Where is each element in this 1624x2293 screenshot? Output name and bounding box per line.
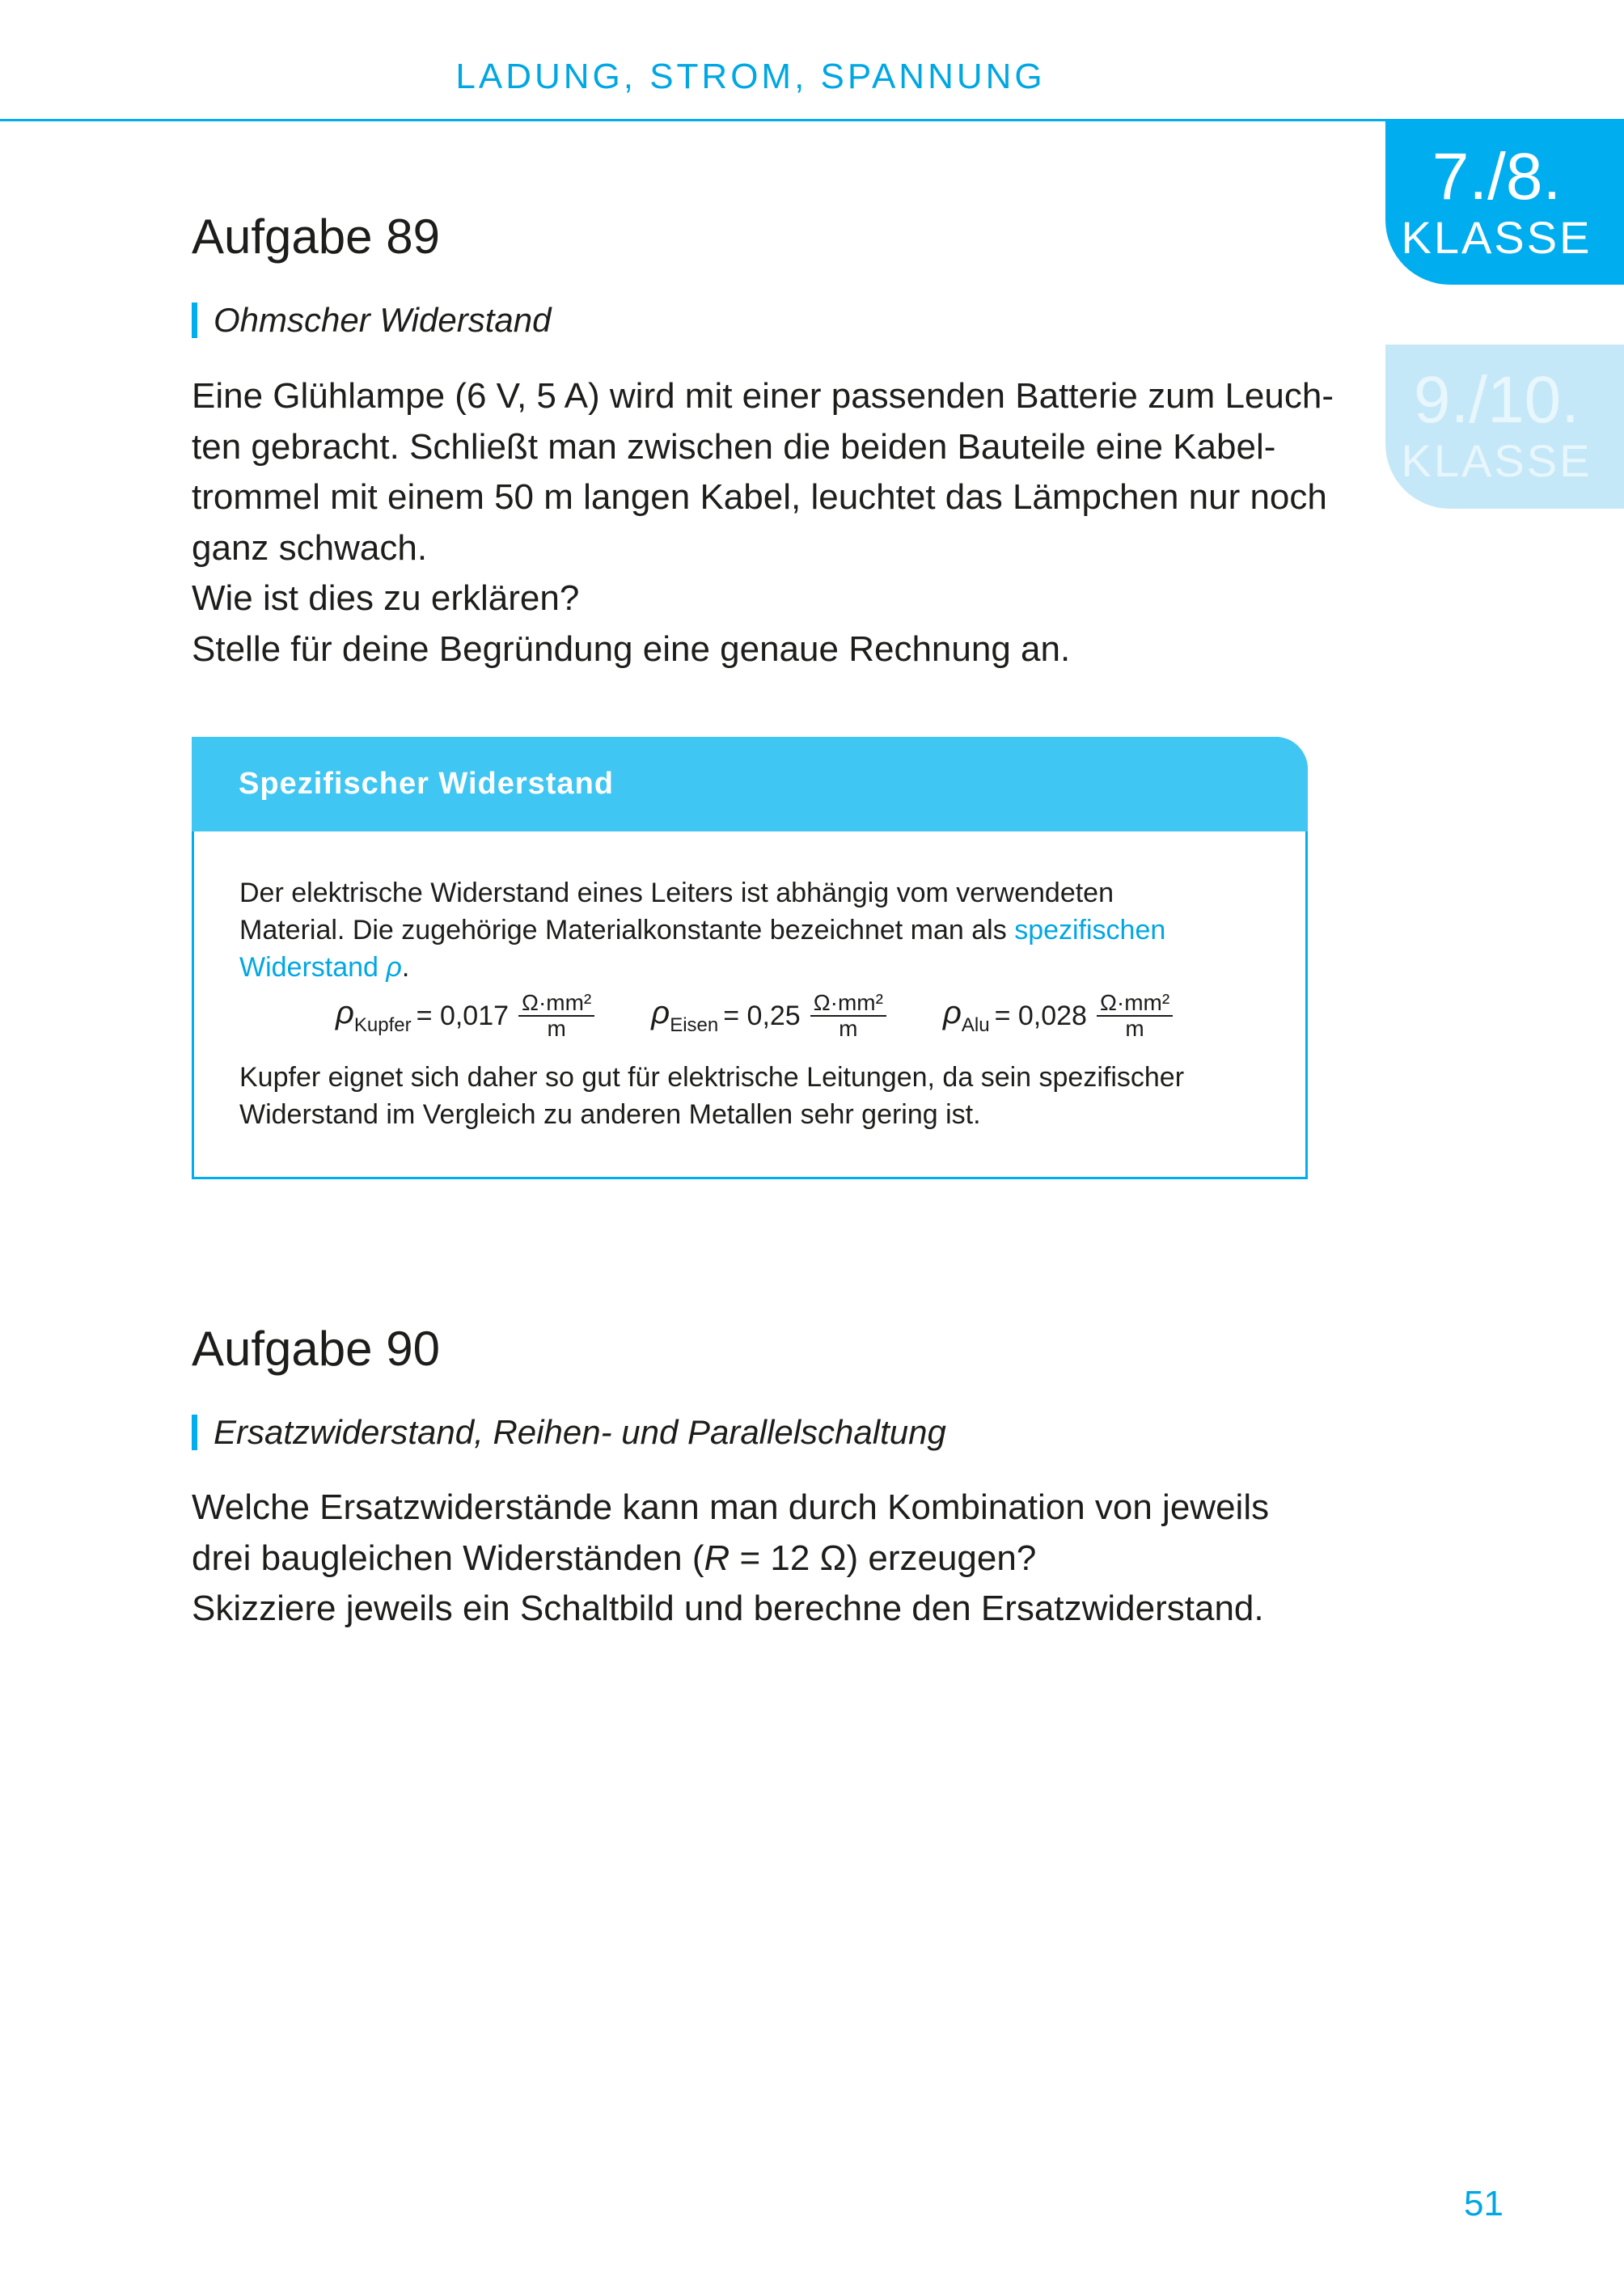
task-90-text (192, 1483, 1340, 1635)
unit-numerator: Ω·mm² (1097, 991, 1173, 1017)
value: = 0,028 (994, 1000, 1087, 1031)
text-line: Eine Glühlampe (6 V, 5 A) wird mit einer passenden Batterie zum Leuch- (192, 376, 1334, 416)
text-line: ganz schwach. (192, 527, 428, 568)
unit-denominator: m (547, 1016, 566, 1041)
unit-denominator: m (839, 1016, 858, 1041)
value: = 0,25 (723, 1000, 801, 1031)
task-89-title: Aufgabe 89 (192, 209, 440, 264)
term-highlight: spezifischen (1014, 915, 1166, 946)
rho-symbol: ρ (386, 952, 402, 983)
formula-row (336, 991, 1173, 1041)
text-line: Kupfer eignet sich daher so gut für elektrische Leitungen, da sein spezifischer (239, 1062, 1185, 1093)
task-89-text (192, 371, 1340, 675)
text: Material. Die zugehörige Materialkonstante bezeichnet man als (239, 915, 1015, 946)
subscript: Eisen (670, 1014, 719, 1036)
text: = 12 Ω) erzeugen? (730, 1538, 1037, 1578)
text-line (239, 912, 1275, 949)
text-line: Wie ist dies zu erklären? (192, 578, 580, 618)
subscript: Kupfer (353, 1014, 412, 1036)
text-line: Widerstand im Vergleich zu anderen Metallen sehr gering ist. (239, 1099, 981, 1130)
running-header: LADUNG, STROM, SPANNUNG (455, 57, 1046, 96)
rho-symbol: ρ (336, 995, 354, 1030)
tab-grade-7-8[interactable] (1385, 121, 1624, 285)
unit-numerator: Ω·mm² (518, 991, 594, 1017)
header-rule (0, 119, 1624, 121)
task-90-topic: Ersatzwiderstand, Reihen- und Parallelschaltung (192, 1415, 946, 1450)
formula-eisen (651, 991, 886, 1041)
rho-symbol: ρ (651, 995, 670, 1030)
task-90-title: Aufgabe 90 (192, 1322, 440, 1376)
tab-label: KLASSE (1401, 212, 1592, 263)
value: = 0,017 (416, 1000, 510, 1031)
text-line: Welche Ersatzwiderstände kann man durch Kombination von jeweils (192, 1487, 1270, 1527)
text-line: Skizziere jeweils ein Schaltbild und berechne den Ersatzwiderstand. (192, 1589, 1264, 1628)
unit-denominator: m (1125, 1016, 1144, 1041)
info-box-text (239, 874, 1275, 986)
tab-label: KLASSE (1401, 435, 1592, 486)
text-line (239, 949, 1275, 986)
page-number: 51 (1464, 2184, 1503, 2223)
info-box-conclusion (239, 1059, 1275, 1133)
unit-numerator: Ω·mm² (810, 991, 886, 1017)
text-line: Der elektrische Widerstand eines Leiters ist abhängig vom verwendeten (239, 878, 1114, 908)
term-highlight: Widerstand (239, 952, 387, 983)
tab-grade-9-10[interactable] (1385, 345, 1624, 509)
text-line (192, 1534, 1340, 1584)
resistance-symbol: R (704, 1538, 730, 1578)
text: drei baugleichen Widerständen ( (192, 1538, 704, 1578)
tab-number: 7./8. (1432, 140, 1562, 214)
task-89-topic: Ohmscher Widerstand (192, 302, 551, 338)
info-box-title: Spezifischer Widerstand (192, 737, 1308, 831)
text-line: Stelle für deine Begründung eine genaue Rechnung an. (192, 628, 1071, 669)
text-line: ten gebracht. Schließt man zwischen die beiden Bauteile eine Kabel- (192, 426, 1276, 467)
formula-kupfer (336, 991, 594, 1041)
text-line: trommel mit einem 50 m langen Kabel, leuchtet das Lämpchen nur noch (192, 477, 1327, 517)
period: . (401, 952, 410, 983)
rho-symbol: ρ (942, 995, 962, 1030)
subscript: Alu (961, 1014, 990, 1036)
formula-alu (943, 991, 1173, 1041)
tab-number: 9./10. (1413, 363, 1580, 437)
